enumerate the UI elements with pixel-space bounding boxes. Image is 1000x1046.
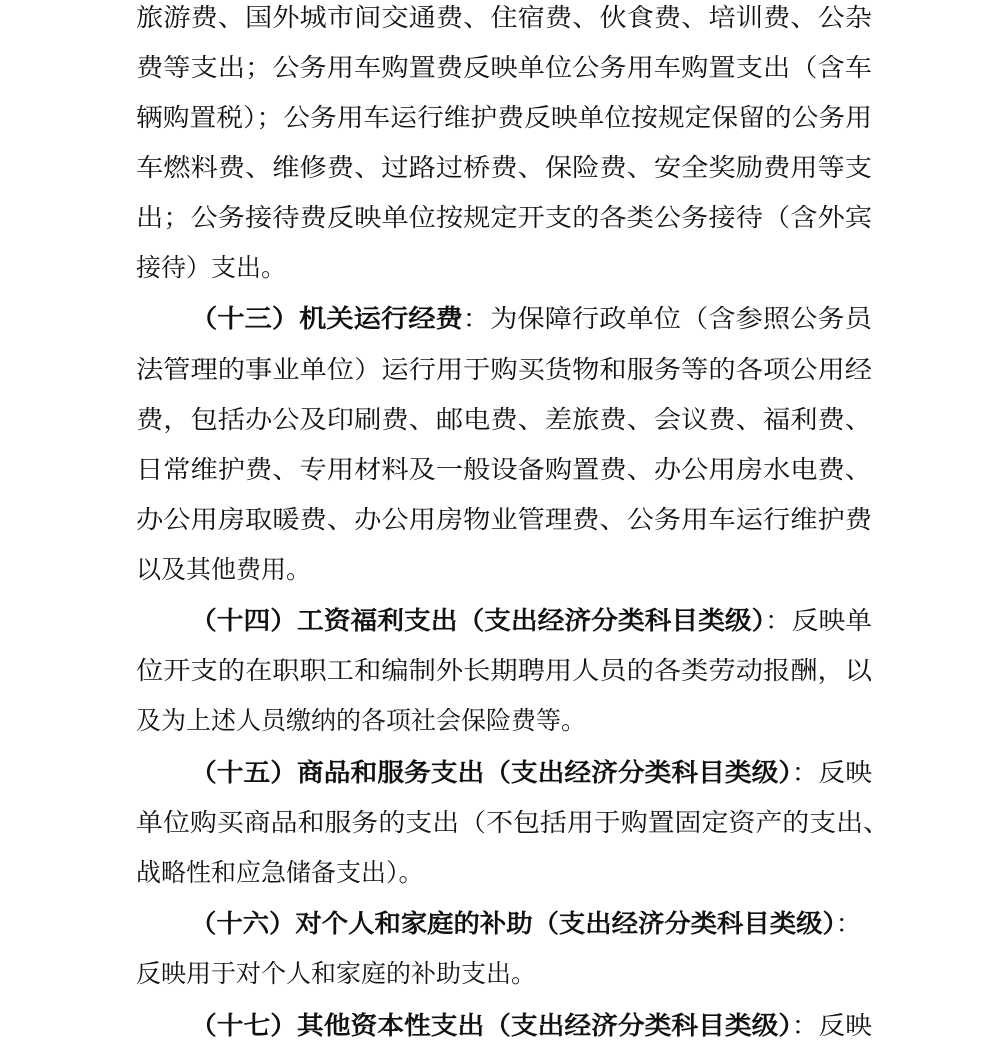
line-text: 接待）支出。 xyxy=(136,253,287,282)
paragraph-line xyxy=(136,248,286,288)
line-text: 旅游费、国外城市间交通费、住宿费、伙食费、培训费、公杂 xyxy=(136,3,872,32)
heading-text: （十五）商品和服务支出（支出经济分类科目类级） xyxy=(190,758,792,787)
heading-text: （十七）其他资本性支出（支出经济分类科目类级） xyxy=(190,1011,792,1040)
line-text: 法管理的事业单位）运行用于购买货物和服务等的各项公用经 xyxy=(136,355,872,384)
line-text: 费等支出；公务用车购置费反映单位公务用车购置支出（含车 xyxy=(136,53,872,82)
paragraph-line xyxy=(136,500,872,540)
line-text: ： xyxy=(835,909,862,938)
heading-text: （十六）对个人和家庭的补助（支出经济分类科目类级） xyxy=(190,909,836,938)
line-text: 辆购置税）；公务用车运行维护费反映单位按规定保留的公务用 xyxy=(136,103,872,132)
line-text: 出；公务接待费反映单位按规定开支的各类公务接待（含外宾 xyxy=(136,203,872,232)
paragraph-line xyxy=(136,550,311,590)
paragraph-line xyxy=(136,853,424,893)
line-text: 费，包括办公及印刷费、邮电费、差旅费、会议费、福利费、 xyxy=(136,405,872,434)
section-heading-17 xyxy=(190,1006,872,1046)
paragraph-line xyxy=(136,0,872,38)
paragraph-line xyxy=(136,954,536,994)
line-text: 位开支的在职职工和编制外长期聘用人员的各类劳动报酬，以 xyxy=(136,656,872,685)
heading-text: （十三）机关运行经费 xyxy=(190,304,463,333)
paragraph-line xyxy=(136,148,872,188)
line-text: 日常维护费、专用材料及一般设备购置费、办公用房水电费、 xyxy=(136,455,872,484)
paragraph-line xyxy=(136,98,872,138)
line-text: 及为上述人员缴纳的各项社会保险费等。 xyxy=(136,706,587,735)
paragraph-line xyxy=(136,48,872,88)
line-text: 反映用于对个人和家庭的补助支出。 xyxy=(136,959,537,988)
paragraph-line xyxy=(136,350,872,390)
paragraph-line xyxy=(136,651,872,691)
line-text: 战略性和应急储备支出）。 xyxy=(136,858,424,887)
line-text: ：为保障行政单位（含参照公务员 xyxy=(462,304,872,333)
line-text: 车燃料费、维修费、过路过桥费、保险费、安全奖励费用等支 xyxy=(136,153,872,182)
line-text: 单位购买商品和服务的支出（不包括用于购置固定资产的支出、 xyxy=(136,808,891,837)
paragraph-line xyxy=(136,803,891,843)
section-heading-16 xyxy=(190,904,862,944)
paragraph-line xyxy=(136,450,872,490)
section-heading-13 xyxy=(190,299,872,339)
line-text: ：反映单 xyxy=(765,606,872,635)
heading-text: （十四）工资福利支出（支出经济分类科目类级） xyxy=(190,606,766,635)
line-text: 以及其他费用。 xyxy=(136,555,312,584)
line-text: 办公用房取暖费、办公用房物业管理费、公务用车运行维护费 xyxy=(136,505,872,534)
section-heading-15 xyxy=(190,753,872,793)
section-heading-14 xyxy=(190,601,872,641)
paragraph-line xyxy=(136,400,872,440)
line-text: ：反映 xyxy=(791,1011,872,1040)
paragraph-line xyxy=(136,701,586,741)
line-text: ：反映 xyxy=(791,758,872,787)
paragraph-line xyxy=(136,198,872,238)
